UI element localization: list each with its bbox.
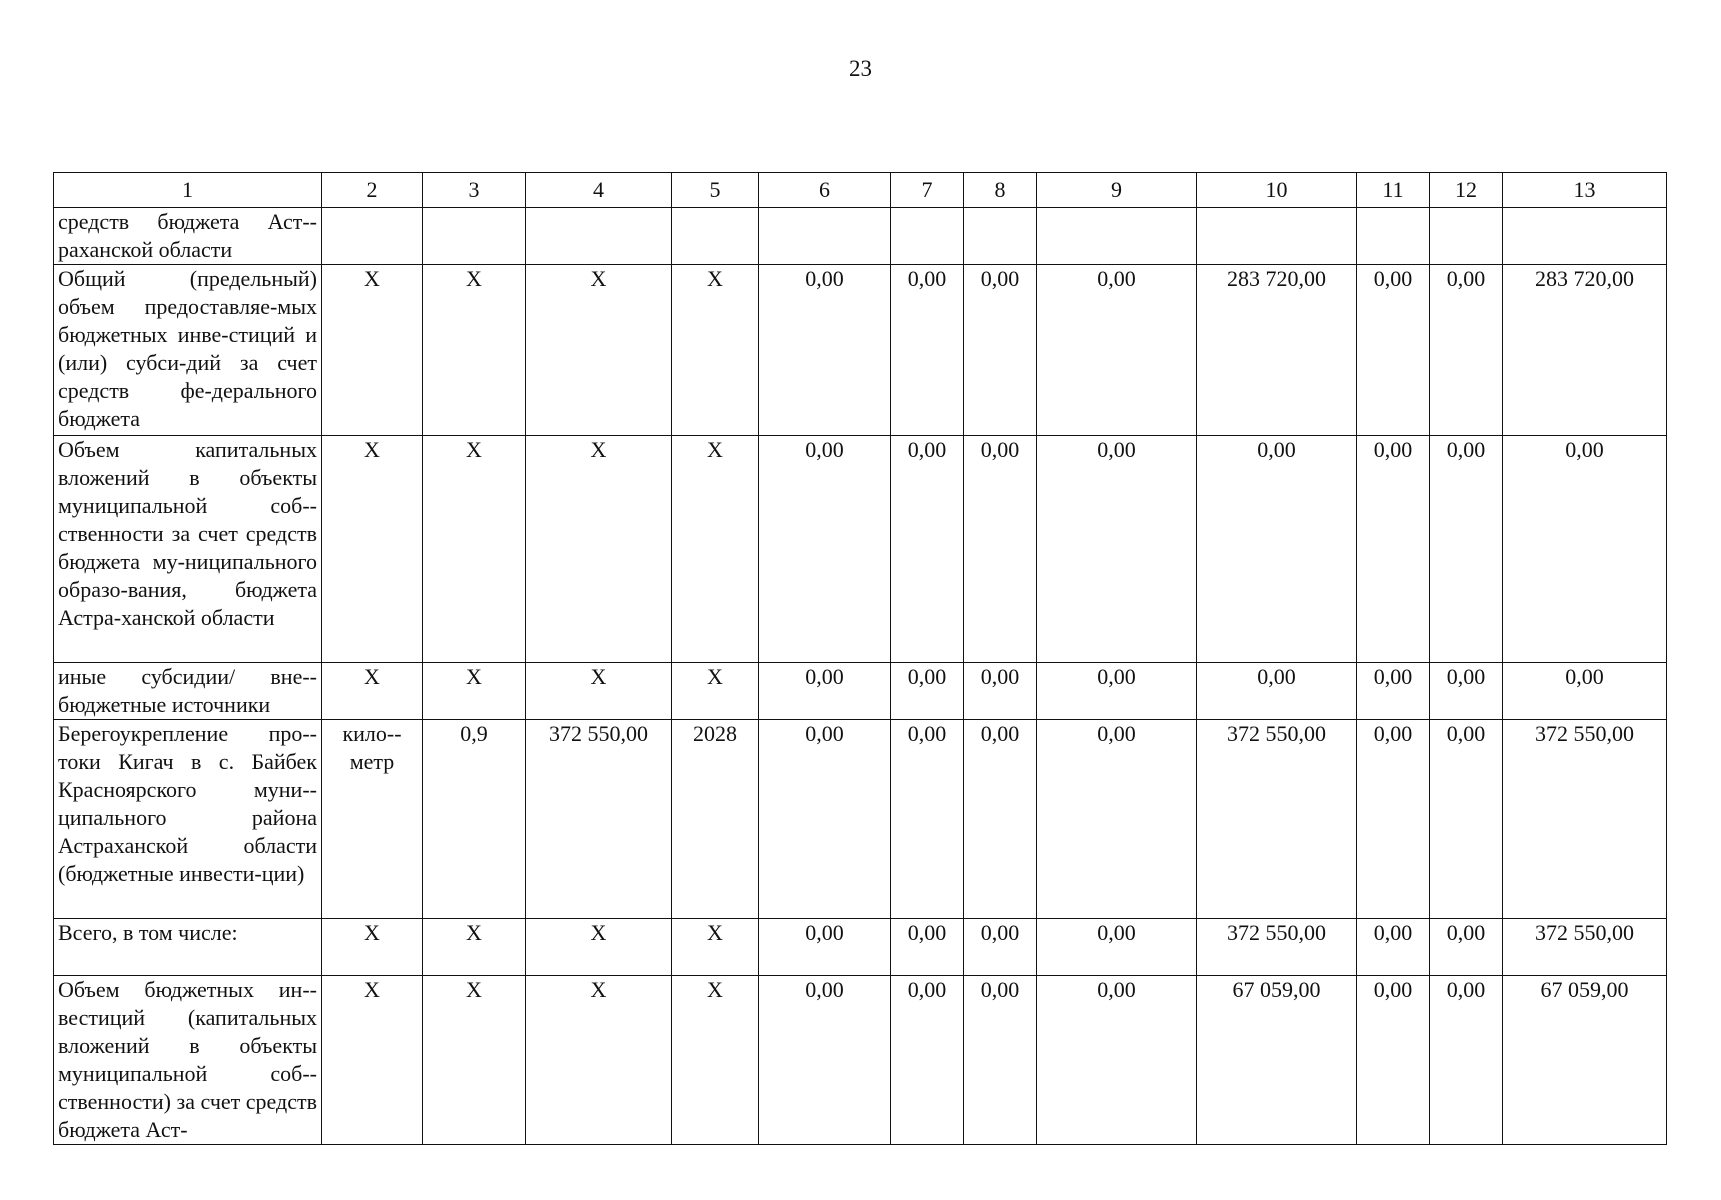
table-cell: 0,00 [1357,663,1430,720]
table-row [54,919,1667,976]
table-cell [423,208,526,265]
column-header: 3 [423,173,526,208]
column-header: 12 [1430,173,1503,208]
table-cell: Х [672,436,759,663]
column-header: 4 [526,173,672,208]
table-cell: 0,00 [1357,976,1430,1145]
table-cell: 0,00 [1037,265,1197,436]
table-cell: 0,00 [1430,720,1503,919]
column-header: 7 [891,173,964,208]
table-cell: 0,00 [1430,663,1503,720]
table-cell [759,208,891,265]
table-cell: Х [423,265,526,436]
table-cell: Х [672,919,759,976]
row-label: Всего, в том числе: [54,919,322,976]
table-cell: Х [322,265,423,436]
table-cell: 0,00 [1037,976,1197,1145]
table-cell: 0,00 [1503,436,1667,663]
table-cell [1503,208,1667,265]
table-cell: 2028 [672,720,759,919]
table-cell: 0,00 [759,436,891,663]
table-cell [1037,208,1197,265]
column-header: 13 [1503,173,1667,208]
table-cell: 0,00 [964,663,1037,720]
column-header: 5 [672,173,759,208]
table-cell: 0,00 [759,919,891,976]
table-cell: 372 550,00 [1197,720,1357,919]
table-row [54,663,1667,720]
table-cell [891,208,964,265]
table-cell [1430,208,1503,265]
column-header: 10 [1197,173,1357,208]
table-cell: 0,00 [759,720,891,919]
table-cell: Х [672,265,759,436]
table-cell: Х [672,663,759,720]
table-row [54,265,1667,436]
table-cell: 0,00 [891,663,964,720]
row-label: Объем бюджетных ин-вестиций (капитальных вложений в объекты муниципальной соб-ственности) за счет средств бюджета Аст- [54,976,322,1145]
table-cell [526,208,672,265]
table-cell: 0,00 [891,919,964,976]
column-header: 11 [1357,173,1430,208]
table-cell: 0,00 [1357,919,1430,976]
table-cell: кило-метр [322,720,423,919]
table-cell: 0,00 [1430,436,1503,663]
table-cell: Х [526,436,672,663]
table-cell: 0,00 [964,919,1037,976]
column-header: 8 [964,173,1037,208]
table-cell: 0,00 [759,265,891,436]
table-cell: 0,00 [1037,436,1197,663]
table-row [54,720,1667,919]
column-header: 6 [759,173,891,208]
table-cell: 0,00 [759,976,891,1145]
table-cell: Х [322,919,423,976]
table-cell: Х [322,663,423,720]
table-cell: 0,00 [1197,663,1357,720]
table-row [54,976,1667,1145]
column-header: 9 [1037,173,1197,208]
table-cell [672,208,759,265]
column-header: 2 [322,173,423,208]
table-cell: 0,00 [1503,663,1667,720]
table-cell: 0,00 [1037,663,1197,720]
table-cell [322,208,423,265]
table-cell: Х [526,265,672,436]
table-cell: 283 720,00 [1197,265,1357,436]
table-cell: 0,00 [891,436,964,663]
table-cell: 0,00 [1357,436,1430,663]
table-cell: 67 059,00 [1503,976,1667,1145]
table-cell: 0,00 [1430,919,1503,976]
row-label: иные субсидии/ вне-бюджетные источники [54,663,322,720]
table-cell: Х [672,976,759,1145]
table-cell: Х [423,976,526,1145]
table-cell: Х [526,976,672,1145]
table-cell: 0,00 [1037,720,1197,919]
table-cell: Х [423,919,526,976]
table-cell: 0,00 [964,436,1037,663]
row-label: Объем капитальных вложений в объекты муниципальной соб-ственности за счет средств бюджета му-ниципального образо-вания, бюджета Астра-ханской области [54,436,322,663]
table-cell: 0,00 [759,663,891,720]
table-cell: 0,00 [964,720,1037,919]
table-cell: 0,00 [891,265,964,436]
row-label: Общий (предельный) объем предоставляе-мых бюджетных инве-стиций и (или) субси-дий за счет средств фе-дерального бюджета [54,265,322,436]
table-cell: 0,00 [1037,919,1197,976]
table-cell: 372 550,00 [1503,919,1667,976]
table-cell: 0,00 [1357,720,1430,919]
table-cell: Х [423,436,526,663]
table-cell [1197,208,1357,265]
table-cell: 0,00 [891,976,964,1145]
table-cell: 0,00 [891,720,964,919]
table-cell: 372 550,00 [1197,919,1357,976]
table-cell [1357,208,1430,265]
budget-table [53,172,1667,1145]
table-cell: 283 720,00 [1503,265,1667,436]
table-cell: 0,00 [1357,265,1430,436]
table-cell: Х [322,976,423,1145]
table-cell: Х [423,663,526,720]
table-cell: Х [526,919,672,976]
table-cell: 0,00 [964,976,1037,1145]
table-cell: 0,9 [423,720,526,919]
table-cell: 0,00 [1430,976,1503,1145]
column-number-row [54,173,1667,208]
table-cell: 0,00 [1197,436,1357,663]
table-cell: Х [322,436,423,663]
table-cell [964,208,1037,265]
row-label: Берегоукрепление про-токи Кигач в с. Байбек Красноярского муни-ципального района Астраханской области (бюджетные инвести-ции) [54,720,322,919]
table-cell: 67 059,00 [1197,976,1357,1145]
table-cell: 372 550,00 [526,720,672,919]
column-header: 1 [54,173,322,208]
row-label: средств бюджета Аст-раханской области [54,208,322,265]
table-row [54,436,1667,663]
table-cell: 0,00 [964,265,1037,436]
table-row [54,208,1667,265]
page-number: 23 [849,56,872,81]
table-cell: Х [526,663,672,720]
table-cell: 0,00 [1430,265,1503,436]
table-cell: 372 550,00 [1503,720,1667,919]
